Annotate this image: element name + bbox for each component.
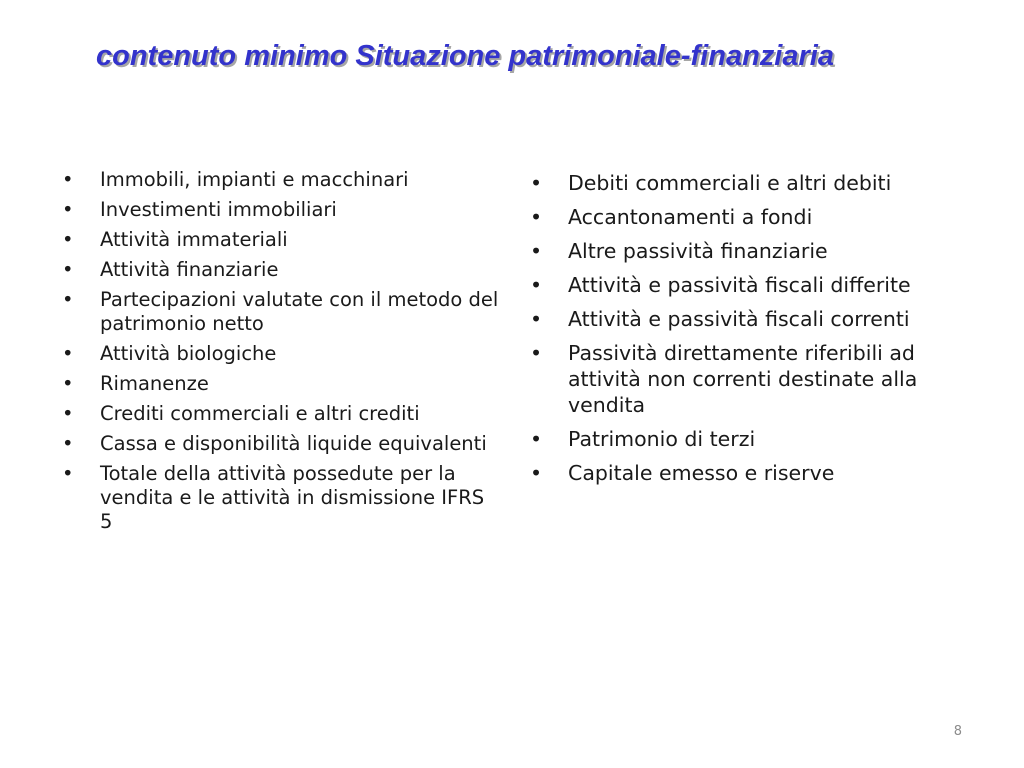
list-item	[62, 288, 502, 336]
bullet-icon: •	[530, 461, 543, 485]
bullet-icon: •	[62, 288, 74, 311]
list-item	[530, 306, 970, 332]
bullet-icon: •	[62, 228, 74, 251]
left-bullet-list	[62, 168, 502, 540]
bullet-icon: •	[62, 432, 74, 455]
list-item-text: Partecipazioni valutate con il metodo del patrimonio netto	[100, 288, 499, 335]
list-item-text: Investimenti immobiliari	[100, 198, 337, 221]
list-item	[530, 272, 970, 298]
list-item	[530, 426, 970, 452]
list-item	[62, 342, 502, 366]
list-item	[62, 372, 502, 396]
bullet-icon: •	[62, 168, 74, 191]
list-item-text: Attività finanziarie	[100, 258, 279, 281]
bullet-icon: •	[530, 341, 543, 365]
list-item-text: Accantonamenti a fondi	[568, 205, 813, 229]
right-bullet-list	[530, 170, 970, 494]
list-item	[530, 238, 970, 264]
list-item-text: Attività immateriali	[100, 228, 288, 251]
list-item-text: Totale della attività possedute per la vendita e le attività in dismissione IFRS 5	[100, 462, 485, 533]
list-item-text: Capitale emesso e riserve	[568, 461, 835, 485]
list-item-text: Immobili, impianti e macchinari	[100, 168, 409, 191]
list-item-text: Attività e passività fiscali differite	[568, 273, 911, 297]
bullet-icon: •	[530, 205, 543, 229]
bullet-icon: •	[530, 427, 543, 451]
list-item-text: Crediti commerciali e altri crediti	[100, 402, 420, 425]
page-number: 8	[953, 724, 962, 739]
list-item-text: Rimanenze	[100, 372, 209, 395]
slide-title: contenuto minimo Situazione patrimoniale-finanziaria	[96, 40, 834, 72]
bullet-icon: •	[530, 171, 543, 195]
list-item	[530, 460, 970, 486]
bullet-icon: •	[530, 239, 543, 263]
list-item	[62, 402, 502, 426]
bullet-icon: •	[62, 198, 74, 221]
list-item	[62, 258, 502, 282]
list-item-text: Debiti commerciali e altri debiti	[568, 171, 892, 195]
list-item-text: Attività biologiche	[100, 342, 277, 365]
list-item	[62, 228, 502, 252]
list-item	[62, 198, 502, 222]
bullet-icon: •	[62, 402, 74, 425]
list-item	[62, 168, 502, 192]
list-item	[530, 340, 970, 418]
bullet-icon: •	[530, 307, 543, 331]
list-item	[62, 462, 502, 534]
bullet-icon: •	[530, 273, 543, 297]
list-item-text: Attività e passività fiscali correnti	[568, 307, 910, 331]
list-item	[62, 432, 502, 456]
list-item-text: Cassa e disponibilità liquide equivalenti	[100, 432, 487, 455]
list-item-text: Altre passività finanziarie	[568, 239, 828, 263]
list-item	[530, 170, 970, 196]
bullet-icon: •	[62, 372, 74, 395]
list-item-text: Passività direttamente riferibili ad attività non correnti destinate alla vendita	[568, 341, 918, 417]
bullet-icon: •	[62, 462, 74, 485]
list-item	[530, 204, 970, 230]
list-item-text: Patrimonio di terzi	[568, 427, 756, 451]
bullet-icon: •	[62, 342, 74, 365]
bullet-icon: •	[62, 258, 74, 281]
